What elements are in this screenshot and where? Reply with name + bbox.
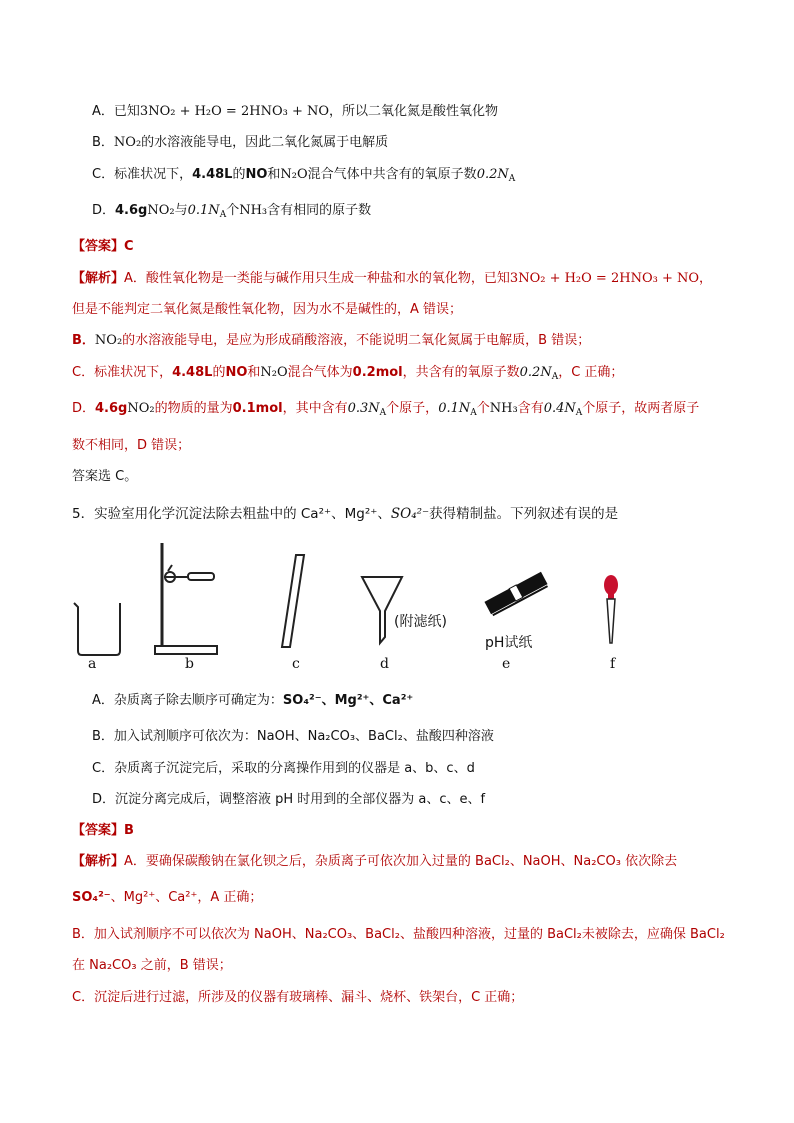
sulfate-ion: SO₄²⁻ — [390, 506, 430, 522]
analysis-text: 的 — [212, 365, 226, 380]
formula: N₂O — [280, 167, 308, 182]
funnel-icon — [362, 577, 402, 643]
analysis-text: D． — [72, 401, 96, 416]
option-text: 和 — [267, 167, 281, 182]
q5-analysis-b1 — [72, 926, 725, 944]
avogadro: 0.3N — [347, 401, 380, 416]
analysis-text: 的水溶液能导电，是应为形成硝酸溶液，不能说明二氧化氮属于电解质，B 错误； — [122, 333, 591, 348]
analysis-text: B．加入试剂顺序不可以依次为 NaOH、Na₂CO₃、BaCl₂、盐酸四种溶液，过量的 BaCl₂未被除去，应确保 BaCl₂ — [72, 927, 725, 942]
option-text: B．加入试剂顺序可依次为：NaOH、Na₂CO₃、BaCl₂、盐酸四种溶液 — [92, 729, 494, 744]
q4-option-d — [92, 202, 371, 224]
option-text: 标准状况下， — [114, 167, 193, 182]
avogadro-sub: A — [575, 408, 583, 418]
equation: 3NO₂ + H₂O = 2HNO₃ + NO — [139, 104, 329, 119]
option-text: 与 — [174, 203, 188, 218]
ph-paper-icon — [484, 572, 548, 616]
analysis-text: 个原子， — [386, 401, 439, 416]
avogadro: 0.1N — [187, 203, 220, 218]
q5-analysis-a2 — [72, 889, 262, 907]
analysis-text: A．酸性氧化物是一类能与碱作用只生成一种盐和水的氧化物，已知 — [124, 271, 510, 286]
filter-paper-note: (附滤纸) — [394, 614, 447, 630]
q4-final-answer — [72, 468, 137, 486]
analysis-label: 【解析】 — [72, 854, 125, 869]
glass-rod-icon — [282, 555, 304, 647]
volume: 4.48L — [192, 167, 233, 182]
q4-option-a — [92, 103, 498, 121]
avogadro-sub: A — [470, 408, 477, 418]
q4-analysis-c — [72, 364, 623, 386]
q4-option-c — [92, 166, 515, 188]
q4-analysis-b — [72, 332, 590, 350]
q5-answer — [72, 822, 134, 840]
equation: 3NO₂ + H₂O = 2HNO₃ + NO — [509, 271, 699, 286]
formula: NO₂ — [127, 401, 155, 416]
apparatus-figure — [60, 535, 660, 680]
answer-label: 【答案】 — [72, 239, 125, 254]
formula: NO — [245, 167, 268, 182]
q5-analysis-a1 — [72, 853, 677, 871]
analysis-text: 数不相同，D 错误； — [72, 438, 191, 453]
option-label: A． — [92, 104, 114, 119]
analysis-text: ，C 正确； — [558, 365, 624, 380]
stem-text: 获得精制盐。下列叙述有误的是 — [429, 506, 619, 522]
q4-option-b — [92, 134, 388, 152]
beaker-icon — [74, 603, 120, 655]
q4-analysis-d2 — [72, 437, 190, 455]
q5-option-a — [92, 692, 413, 710]
avogadro-sub: A — [219, 210, 227, 220]
avogadro: 0.2N — [519, 365, 552, 380]
dropper-icon — [604, 575, 618, 643]
analysis-text: 个原子，故两者原子 — [582, 401, 700, 416]
analysis-text: 但是不能判定二氧化氮是酸性氧化物，因为水不是碱性的，A 错误； — [72, 302, 463, 317]
analysis-text: ，共含有的氧原子数 — [402, 365, 520, 380]
mole: 0.2mol — [352, 365, 403, 380]
analysis-text: 、Mg²⁺、Ca²⁺，A 正确； — [110, 890, 263, 905]
sulfate-ion: SO₄²⁻ — [72, 890, 111, 905]
option-label: B． — [72, 333, 95, 348]
formula: NO₂ — [147, 203, 175, 218]
answer-value: C — [124, 239, 134, 254]
q5-option-c — [92, 760, 475, 778]
formula: NO₂ — [113, 135, 142, 150]
option-text: A．杂质离子除去顺序可确定为： — [92, 693, 283, 708]
q4-analysis-d — [72, 400, 699, 422]
q5-option-b — [92, 728, 494, 746]
option-label: D． — [92, 203, 116, 218]
volume: 4.48L — [172, 365, 213, 380]
answer-label: 【答案】 — [72, 823, 125, 838]
formula: NO₂ — [94, 333, 123, 348]
analysis-text: 含有 — [517, 401, 544, 416]
q4-analysis-a2 — [72, 301, 462, 319]
apparatus-label-e: e — [502, 656, 511, 672]
analysis-text: ， — [699, 271, 713, 286]
mole: 0.1mol — [232, 401, 283, 416]
analysis-label: 【解析】 — [72, 271, 125, 286]
q4-answer — [72, 238, 134, 256]
analysis-text: C．沉淀后进行过滤，所涉及的仪器有玻璃棒、漏斗、烧杯、铁架台，C 正确； — [72, 990, 524, 1005]
formula: NH₃ — [239, 203, 268, 218]
option-text: 个 — [226, 203, 240, 218]
iron-stand-icon — [155, 543, 217, 654]
avogadro-sub: A — [551, 372, 559, 382]
option-text: ，所以二氧化氮是酸性氧化物 — [329, 104, 499, 119]
analysis-text: C．标准状况下， — [72, 365, 173, 380]
analysis-text: 和 — [247, 365, 261, 380]
option-text: 含有相同的原子数 — [267, 203, 372, 218]
sulfate-ion: SO₄²⁻ — [282, 693, 322, 708]
option-text: 已知 — [113, 104, 140, 119]
stem-text: 5．实验室用化学沉淀法除去粗盐中的 Ca²⁺、Mg²⁺、 — [72, 506, 391, 522]
avogadro-sub: A — [379, 408, 387, 418]
analysis-text: 在 Na₂CO₃ 之前，B 错误； — [72, 958, 232, 973]
option-text: C．杂质离子沉淀完后，采取的分离操作用到的仪器是 a、b、c、d — [92, 761, 475, 776]
final-text: 答案选 C。 — [72, 469, 138, 484]
avogadro-sub: A — [508, 174, 516, 184]
formula: NH₃ — [489, 401, 518, 416]
formula: NO — [225, 365, 248, 380]
option-text: 的 — [232, 167, 246, 182]
apparatus-label-a: a — [88, 656, 97, 672]
mass: 4.6g — [115, 203, 148, 218]
option-text: 、Mg²⁺、Ca²⁺ — [321, 693, 414, 708]
q4-analysis-a1 — [72, 270, 712, 288]
formula: N₂O — [260, 365, 288, 380]
analysis-text: A．要确保碳酸钠在氯化钡之后，杂质离子可依次加入过量的 BaCl₂、NaOH、Na₂CO₃ 依次除去 — [124, 854, 678, 869]
answer-value: B — [124, 823, 134, 838]
avogadro: 0.2N — [476, 167, 509, 182]
avogadro: 0.1N — [438, 401, 471, 416]
analysis-text: 混合气体为 — [287, 365, 353, 380]
ph-paper-note: pH试纸 — [485, 635, 533, 651]
mass: 4.6g — [95, 401, 128, 416]
q5-analysis-c1 — [72, 989, 523, 1007]
analysis-text: 个 — [476, 401, 490, 416]
q5-stem — [72, 505, 618, 523]
option-text: D．沉淀分离完成后，调整溶液 pH 时用到的全部仪器为 a、c、e、f — [92, 792, 486, 807]
apparatus-label-d: d — [380, 656, 389, 672]
avogadro: 0.4N — [543, 401, 576, 416]
apparatus-label-c: c — [292, 656, 300, 672]
q5-option-d — [92, 791, 485, 809]
apparatus-label-f: f — [610, 656, 616, 672]
apparatus-label-b: b — [185, 656, 194, 672]
option-label: C． — [92, 167, 115, 182]
analysis-text: ，其中含有 — [282, 401, 348, 416]
option-text: 的水溶液能导电，因此二氧化氮属于电解质 — [141, 135, 389, 150]
analysis-text: 的物质的量为 — [154, 401, 233, 416]
option-text: 混合气体中共含有的氧原子数 — [307, 167, 477, 182]
option-label: B． — [92, 135, 114, 150]
q5-analysis-b2 — [72, 957, 232, 975]
